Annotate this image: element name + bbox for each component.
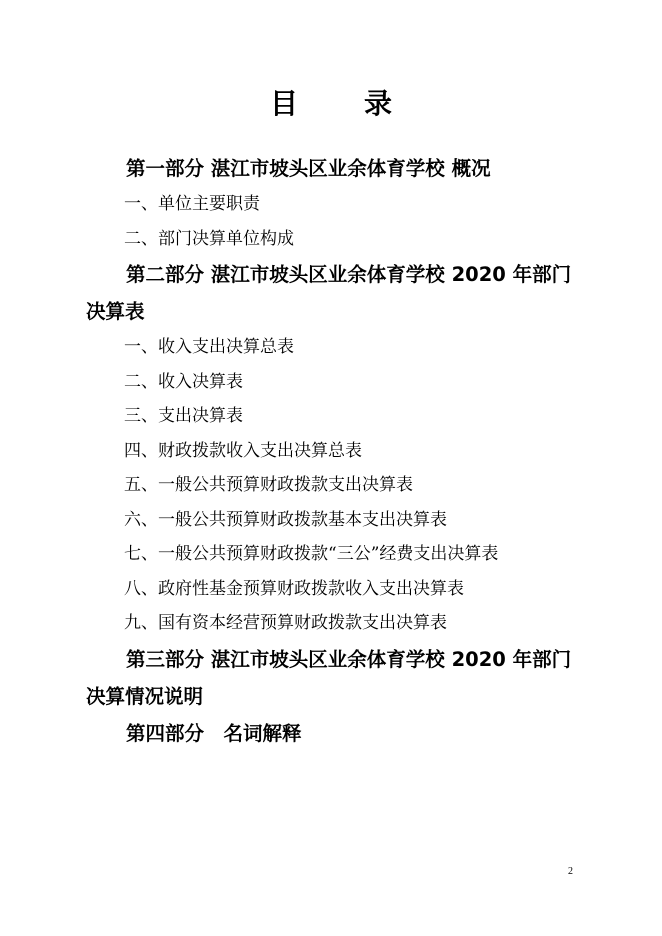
toc-item[interactable]: 四、财政拨款收入支出决算总表 <box>124 440 362 461</box>
toc-item[interactable]: 七、一般公共预算财政拨款“三公”经费支出决算表 <box>124 544 499 564</box>
toc-item[interactable]: 二、收入决算表 <box>124 371 243 392</box>
toc-item[interactable]: 一、单位主要职责 <box>124 194 260 214</box>
toc-item[interactable]: 六、一般公共预算财政拨款基本支出决算表 <box>124 509 447 530</box>
toc-part-2[interactable]: 第二部分 湛江市坡头区业余体育学校 2020 年部门决算表 <box>86 263 572 323</box>
table-of-contents <box>86 150 576 752</box>
toc-item[interactable]: 三、支出决算表 <box>124 406 243 426</box>
page-title <box>0 82 662 122</box>
toc-item[interactable]: 一、收入支出决算总表 <box>124 337 294 357</box>
toc-part-1[interactable]: 第一部分 湛江市坡头区业余体育学校 概况 <box>126 157 491 180</box>
title-char-2: 录 <box>364 87 393 120</box>
toc-part-3[interactable]: 第三部分 湛江市坡头区业余体育学校 2020 年部门决算情况说明 <box>86 647 572 708</box>
toc-item[interactable]: 五、一般公共预算财政拨款支出决算表 <box>124 475 413 495</box>
toc-part-4[interactable]: 第四部分 名词解释 <box>126 721 302 745</box>
toc-item[interactable]: 九、国有资本经营预算财政拨款支出决算表 <box>124 613 447 633</box>
toc-item[interactable]: 二、部门决算单位构成 <box>124 228 294 249</box>
toc-item[interactable]: 八、政府性基金预算财政拨款收入支出决算表 <box>124 578 464 599</box>
page-number: 2 <box>568 866 573 877</box>
title-char-1: 目 <box>269 87 298 120</box>
